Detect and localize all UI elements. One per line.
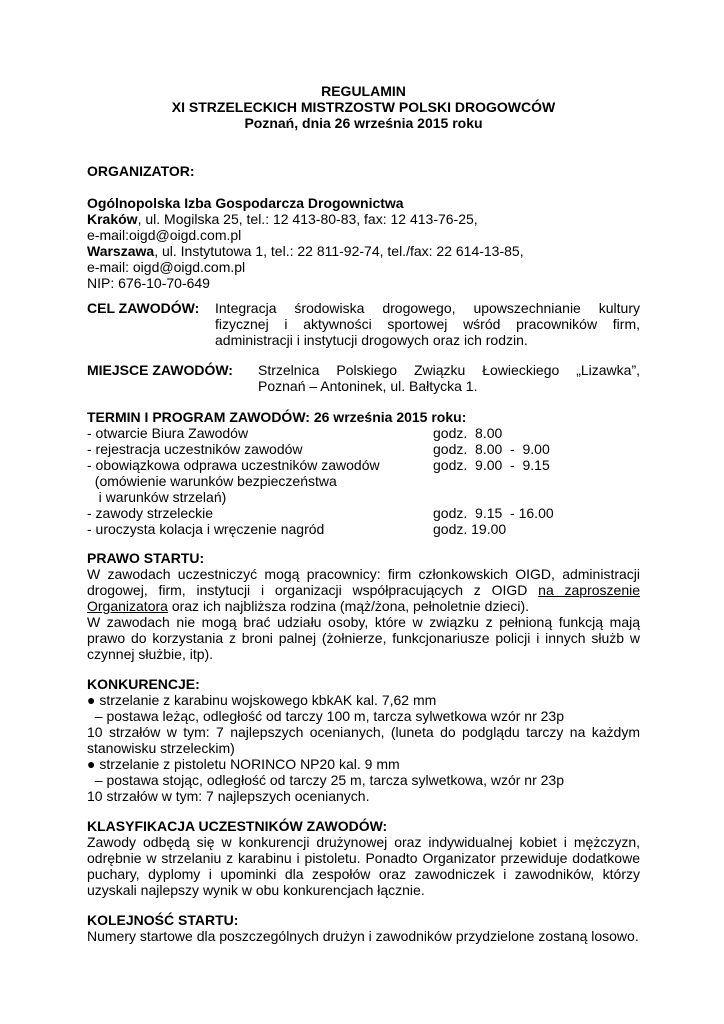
schedule-row — [87, 521, 640, 537]
warszawa-city: Warszawa — [87, 243, 155, 259]
competitions-section — [87, 676, 640, 804]
krakow-address: , ul. Mogilska 25, tel.: 12 413-80-83, fax: 12 413-76-25, — [137, 211, 478, 227]
order-heading: KOLEJNOŚĆ STARTU: — [87, 912, 239, 928]
organizer-section — [87, 163, 640, 291]
venue-line-2: Poznań – Antoninek, ul. Bałtycka 1. — [258, 378, 478, 394]
organizer-name: Ogólnopolska Izba Gospodarcza Drogownictwa — [87, 195, 404, 211]
classification-heading: KLASYFIKACJA UCZESTNIKÓW ZAWODÓW: — [87, 818, 388, 834]
organizer-heading: ORGANIZATOR: — [87, 163, 195, 179]
competition-line: – postawa leżąc, odległość od tarczy 100 m, tarcza sylwetkowa wzór nr 23p — [87, 708, 564, 724]
schedule-row — [87, 441, 640, 457]
schedule-row — [87, 505, 640, 521]
schedule-item-time: godz. 8.00 — [433, 425, 503, 441]
eligibility-section — [87, 550, 640, 662]
document-page — [87, 83, 640, 944]
krakow-city: Kraków — [87, 211, 138, 227]
schedule-item-time: godz. 9.15 - 16.00 — [433, 505, 554, 521]
schedule-item-text: - otwarcie Biura Zawodów — [87, 425, 249, 441]
organizer-nip: NIP: 676-10-70-649 — [87, 275, 210, 291]
title-line-3: Poznań, dnia 26 września 2015 roku — [244, 115, 483, 131]
schedule-item-time: godz. 19.00 — [433, 521, 507, 537]
schedule-row — [87, 457, 640, 473]
schedule-list — [87, 425, 640, 537]
competition-line: ● strzelanie z karabinu wojskowego kbkAK kal. 7,62 mm — [87, 692, 437, 708]
venue-label: MIEJSCE ZAWODÓW: — [87, 362, 233, 378]
schedule-item-text: - uroczysta kolacja i wręczenie nagród — [87, 521, 325, 537]
schedule-item-text: - obowiązkowa odprawa uczestników zawodów — [87, 457, 380, 473]
eligibility-paragraph-2: W zawodach nie mogą brać udziału osoby, które w związku z pełnioną funkcją mają prawo do korzystania z broni palnej (żołnierze, funkcjonariusze policji i innych służb w czynnej służbie, itp). — [87, 614, 640, 662]
schedule-item-time: godz. 8.00 - 9.00 — [433, 441, 550, 457]
eligibility-text-a: W zawodach uczestniczyć mogą pracownicy: firm członkowskich OIGD, administracji drogowej, firm, instytucji i organizacji współpracujących z OIGD — [87, 566, 640, 598]
title-line-1: REGULAMIN — [321, 83, 406, 99]
document-title — [87, 83, 640, 131]
classification-text: Zawody odbędą się w konkurencji drużynowej oraz indywidualnej kobiet i mężczyzn, odrębnie w strzelaniu z karabinu i pistoletu. Ponadto Organizator przewiduje dodatkowe puchary, dyplomy i upominki dla zespołów oraz zawodniczek i zawodników, którzy uzyskali najlepszy wynik w obu konkurencjach łącznie. — [87, 834, 640, 898]
organizer-warszawa — [87, 243, 640, 259]
eligibility-text-b: oraz ich najbliższa rodzina (mąż/żona, pełnoletnie dzieci). — [167, 598, 530, 614]
competitions-heading: KONKURENCJE: — [87, 676, 200, 692]
competition-line: – postawa stojąc, odległość od tarczy 25 m, tarcza sylwetkowa, wzór nr 23p — [87, 772, 564, 788]
order-text: Numery startowe dla poszczególnych drużyn i zawodników przydzielone zostaną losowo. — [87, 928, 639, 944]
organizer-krakow — [87, 211, 640, 227]
venue-section — [87, 362, 640, 394]
schedule-row — [87, 473, 640, 489]
schedule-row — [87, 489, 640, 505]
title-line-2: XI STRZELECKICH MISTRZOSTW POLSKI DROGOWCÓW — [171, 99, 556, 115]
schedule-item-text: i warunków strzelań) — [87, 489, 227, 505]
schedule-item-time: godz. 9.00 - 9.15 — [433, 457, 550, 473]
goal-text: Integracja środowiska drogowego, upowszechnianie kultury fizycznej i aktywności sportowej wśród pracowników firm, administracji i instytucji drogowych oraz ich rodzin. — [215, 300, 640, 348]
schedule-heading: TERMIN I PROGRAM ZAWODÓW: 26 września 2015 roku: — [87, 409, 467, 425]
schedule-item-text: (omówienie warunków bezpieczeństwa — [87, 473, 337, 489]
venue-line-1: Strzelnica Polskiego Związku Łowieckiego „Lizawka”, — [258, 362, 640, 378]
eligibility-paragraph-1 — [87, 566, 640, 614]
goal-section — [87, 300, 640, 348]
schedule-section — [87, 409, 640, 537]
krakow-email[interactable]: e-mail:oigd@oigd.com.pl — [87, 227, 242, 243]
competition-line: 10 strzałów w tym: 7 najlepszych ocenianych, (luneta do podglądu tarczy na każdym stanowisku strzeleckim) — [87, 724, 640, 756]
order-section — [87, 912, 640, 944]
goal-label: CEL ZAWODÓW: — [87, 300, 200, 316]
schedule-item-text: - rejestracja uczestników zawodów — [87, 441, 303, 457]
competition-line: ● strzelanie z pistoletu NORINCO NP20 kal. 9 mm — [87, 756, 400, 772]
eligibility-heading: PRAWO STARTU: — [87, 550, 205, 566]
competition-line: 10 strzałów w tym: 7 najlepszych ocenianych. — [87, 788, 370, 804]
classification-section — [87, 818, 640, 898]
warszawa-address: , ul. Instytutowa 1, tel.: 22 811-92-74, tel./fax: 22 614-13-85, — [154, 243, 524, 259]
schedule-row — [87, 425, 640, 441]
schedule-item-text: - zawody strzeleckie — [87, 505, 214, 521]
eligibility-underlined: na zaproszenie Organizatora — [87, 582, 640, 614]
warszawa-email[interactable]: e-mail: oigd@oigd.com.pl — [87, 259, 246, 275]
